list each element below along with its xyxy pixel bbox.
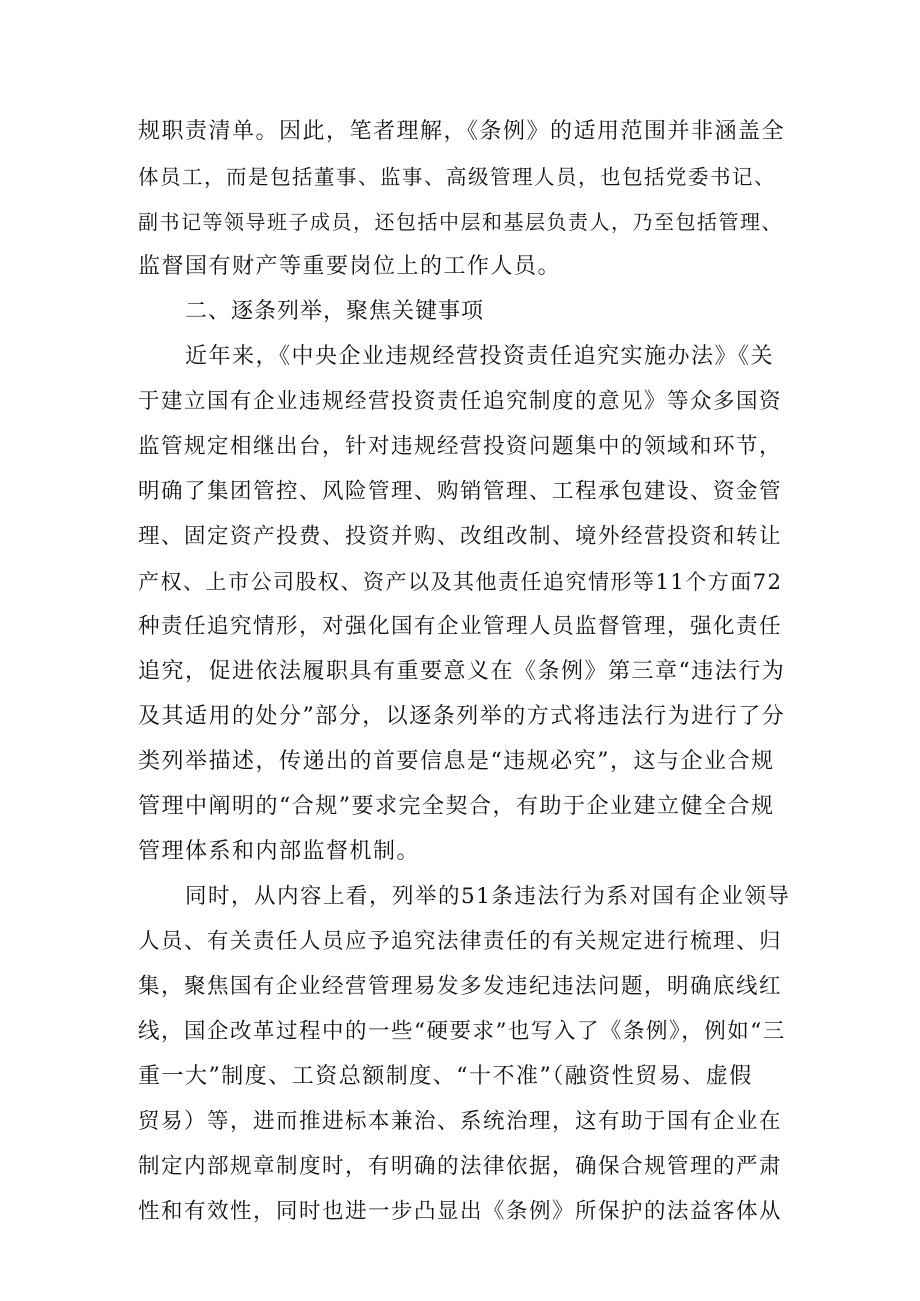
para2-line-3: 监管规定相继出台，针对违规经营投资问题集中的领域和环节， bbox=[138, 434, 783, 459]
para3-line-2: 人员、有关责任人员应予追究法律责任的有关规定进行梳理、归 bbox=[138, 929, 783, 954]
para2-line-6: 产权、上市公司股权、资产以及其他责任追究情形等11个方面72 bbox=[138, 570, 783, 594]
para2-line-1: 近年来，《中央企业违规经营投资责任追究实施办法》《关 bbox=[185, 344, 775, 369]
para2-line-10: 类列举描述，传递出的首要信息是“违规必究”，这与企业合规 bbox=[138, 749, 775, 774]
para1-line-1: 规职责清单。因此，笔者理解，《条例》的适用范围并非涵盖全 bbox=[138, 119, 786, 144]
para3-line-7: 制定内部规章制度时，有明确的法律依据，确保合规管理的严肃 bbox=[138, 1154, 783, 1179]
para3-line-4: 线，国企改革过程中的一些“硬要求”也写入了《条例》，例如“三 bbox=[138, 1019, 786, 1044]
para1-line-4: 监督国有财产等重要岗位上的工作人员。 bbox=[138, 254, 562, 279]
para3-line-5: 重一大”制度、工资总额制度、“十不准”（融资性贸易、虚假 bbox=[138, 1064, 753, 1089]
para3-line-1: 同时，从内容上看，列举的51条违法行为系对国有企业领导 bbox=[185, 884, 791, 909]
para3-line-6: 贸易）等，进而推进标本兼治、系统治理，这有助于国有企业在 bbox=[138, 1109, 783, 1134]
para2-line-7: 种责任追究情形，对强化国有企业管理人员监督管理，强化责任 bbox=[138, 614, 783, 639]
para3-line-3: 集，聚焦国有企业经营管理易发多发违纪违法问题，明确底线红 bbox=[138, 974, 783, 999]
para2-line-4: 明确了集团管控、风险管理、购销管理、工程承包建设、资金管 bbox=[138, 479, 783, 504]
para2-line-8: 追究，促进依法履职具有重要意义在《条例》第三章“违法行为 bbox=[138, 659, 786, 684]
para2-line-2: 于建立国有企业违规经营投资责任追究制度的意见》等众多国资 bbox=[138, 389, 783, 414]
para1-line-3: 副书记等领导班子成员，还包括中层和基层负责人，乃至包括管理、 bbox=[138, 210, 783, 234]
section-heading: 二、逐条列举，聚焦关键事项 bbox=[185, 299, 485, 324]
para2-line-12: 管理体系和内部监督机制。 bbox=[138, 839, 421, 864]
para3-line-8: 性和有效性，同时也进一步凸显出《条例》所保护的法益客体从 bbox=[138, 1199, 783, 1224]
para2-line-5: 理、固定资产投费、投资并购、改组改制、境外经营投资和转让 bbox=[138, 524, 783, 549]
para1-line-2: 体员工，而是包括董事、监事、高级管理人员，也包括党委书记、 bbox=[138, 165, 776, 189]
para2-line-11: 管理中阐明的“合规”要求完全契合，有助于企业建立健全合规 bbox=[138, 794, 775, 819]
para2-line-9: 及其适用的处分”部分，以逐条列举的方式将违法行为进行了分 bbox=[138, 704, 786, 729]
